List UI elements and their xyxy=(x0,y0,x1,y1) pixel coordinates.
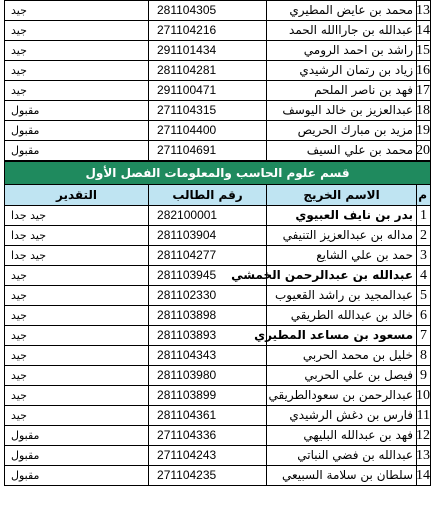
student-id: 271104691 xyxy=(149,141,267,161)
table-row xyxy=(5,306,431,326)
row-number: 17 xyxy=(417,81,431,101)
grade-cell: جيد xyxy=(5,406,149,426)
student-id: 281103899 xyxy=(149,386,267,406)
grade-cell: جيد xyxy=(5,346,149,366)
student-id: 271104400 xyxy=(149,121,267,141)
grade-cell: جيد جدا xyxy=(5,246,149,266)
student-id: 271104336 xyxy=(149,426,267,446)
table-row xyxy=(5,346,431,366)
table-row xyxy=(5,81,431,101)
grade-cell: جيد xyxy=(5,306,149,326)
table-row xyxy=(5,206,431,226)
row-number: 6 xyxy=(417,306,431,326)
grade-cell: مقبول xyxy=(5,121,149,141)
graduate-name: عبدالمجيد بن راشد القعيوب xyxy=(267,286,417,306)
table-row xyxy=(5,386,431,406)
graduate-name: حمد بن علي الشايع xyxy=(267,246,417,266)
student-id: 281104281 xyxy=(149,61,267,81)
student-id: 291100471 xyxy=(149,81,267,101)
row-number: 15 xyxy=(417,41,431,61)
row-number: 5 xyxy=(417,286,431,306)
table-row xyxy=(5,41,431,61)
table-row xyxy=(5,21,431,41)
grade-cell: جيد xyxy=(5,41,149,61)
table-row xyxy=(5,246,431,266)
graduate-name: زياد بن رتمان الرشيدي xyxy=(267,61,417,81)
row-number: 11 xyxy=(417,406,431,426)
graduates-table-top xyxy=(4,0,431,161)
grade-cell: جيد جدا xyxy=(5,226,149,246)
student-id: 281103980 xyxy=(149,366,267,386)
grade-cell: مقبول xyxy=(5,446,149,466)
grade-cell: مقبول xyxy=(5,141,149,161)
section-title: قسم علوم الحاسب والمعلومات الفصل الأول xyxy=(5,162,431,185)
table-row xyxy=(5,121,431,141)
row-number: 9 xyxy=(417,366,431,386)
student-id: 281103904 xyxy=(149,226,267,246)
header-grade: التقدير xyxy=(5,185,149,206)
graduates-table-bottom xyxy=(4,161,431,486)
grade-cell: جيد xyxy=(5,81,149,101)
row-number: 3 xyxy=(417,246,431,266)
row-number: 13 xyxy=(417,1,431,21)
row-number: 18 xyxy=(417,101,431,121)
grade-cell: مقبول xyxy=(5,466,149,486)
grade-cell: جيد xyxy=(5,286,149,306)
student-id: 281102330 xyxy=(149,286,267,306)
row-number: 10 xyxy=(417,386,431,406)
table-row xyxy=(5,426,431,446)
graduate-name: فهد بن ناصر الملحم xyxy=(267,81,417,101)
graduate-name: عبدالله بن عبدالرحمن الخمشي xyxy=(267,266,417,286)
graduate-name: مداله بن عبدالعزيز التنيفي xyxy=(267,226,417,246)
graduate-name: فيصل بن علي الحربي xyxy=(267,366,417,386)
graduate-name: عبدالرحمن بن سعودالطريقي xyxy=(267,386,417,406)
graduate-name: راشد بن احمد الرومي xyxy=(267,41,417,61)
graduate-name: فارس بن دغش الرشيدي xyxy=(267,406,417,426)
row-number: 19 xyxy=(417,121,431,141)
graduate-name: عبدالله بن جاراالله الحمد xyxy=(267,21,417,41)
row-number: 14 xyxy=(417,21,431,41)
header-name: الاسم الخريج xyxy=(267,185,417,206)
graduate-name: مسعود بن مساعد المطيري xyxy=(267,326,417,346)
grade-cell: جيد xyxy=(5,21,149,41)
row-number: 4 xyxy=(417,266,431,286)
student-id: 281104361 xyxy=(149,406,267,426)
graduate-name: مزيد بن مبارك الحريص xyxy=(267,121,417,141)
grade-cell: مقبول xyxy=(5,101,149,121)
student-id: 271104243 xyxy=(149,446,267,466)
section-title-row xyxy=(5,162,431,185)
student-id: 271104216 xyxy=(149,21,267,41)
table-row xyxy=(5,141,431,161)
row-number: 2 xyxy=(417,226,431,246)
student-id: 281103893 xyxy=(149,326,267,346)
student-id: 271104315 xyxy=(149,101,267,121)
header-id: رقم الطالب xyxy=(149,185,267,206)
student-id: 281104277 xyxy=(149,246,267,266)
grade-cell: جيد xyxy=(5,326,149,346)
graduate-name: عبدالله بن فضي النباتي xyxy=(267,446,417,466)
table-row xyxy=(5,1,431,21)
row-number: 1 xyxy=(417,206,431,226)
grade-cell: جيد xyxy=(5,1,149,21)
header-row xyxy=(5,185,431,206)
table-row xyxy=(5,366,431,386)
student-id: 291101434 xyxy=(149,41,267,61)
row-number: 13 xyxy=(417,446,431,466)
row-number: 8 xyxy=(417,346,431,366)
graduate-name: محمد بن علي السيف xyxy=(267,141,417,161)
table-row xyxy=(5,61,431,81)
student-id: 271104235 xyxy=(149,466,267,486)
grade-cell: جيد جدا xyxy=(5,206,149,226)
row-number: 7 xyxy=(417,326,431,346)
student-id: 281104305 xyxy=(149,1,267,21)
graduate-name: محمد بن عايض المطيري xyxy=(267,1,417,21)
row-number: 20 xyxy=(417,141,431,161)
table-row xyxy=(5,466,431,486)
table-row xyxy=(5,326,431,346)
table-row xyxy=(5,226,431,246)
table-top-body xyxy=(5,1,431,161)
graduate-name: بدر بن نايف العبيوي xyxy=(267,206,417,226)
graduate-name: سلطان بن سلامة السبيعي xyxy=(267,466,417,486)
table-bottom-body xyxy=(5,206,431,486)
graduate-name: عبدالعزيز بن خالد اليوسف xyxy=(267,101,417,121)
table-row xyxy=(5,446,431,466)
grade-cell: جيد xyxy=(5,61,149,81)
graduate-name: فهد بن عبدالله البليهي xyxy=(267,426,417,446)
row-number: 16 xyxy=(417,61,431,81)
student-id: 282100001 xyxy=(149,206,267,226)
grade-cell: جيد xyxy=(5,366,149,386)
graduate-name: خالد بن عبدالله الطريقي xyxy=(267,306,417,326)
student-id: 281103898 xyxy=(149,306,267,326)
table-row xyxy=(5,406,431,426)
student-id: 281104343 xyxy=(149,346,267,366)
grade-cell: مقبول xyxy=(5,426,149,446)
table-row xyxy=(5,286,431,306)
row-number: 12 xyxy=(417,426,431,446)
graduate-name: خليل بن محمد الحربي xyxy=(267,346,417,366)
table-row xyxy=(5,266,431,286)
header-num: م xyxy=(417,185,431,206)
grade-cell: جيد xyxy=(5,266,149,286)
student-id: 281103945 xyxy=(149,266,267,286)
table-row xyxy=(5,101,431,121)
grade-cell: جيد xyxy=(5,386,149,406)
row-number: 14 xyxy=(417,466,431,486)
